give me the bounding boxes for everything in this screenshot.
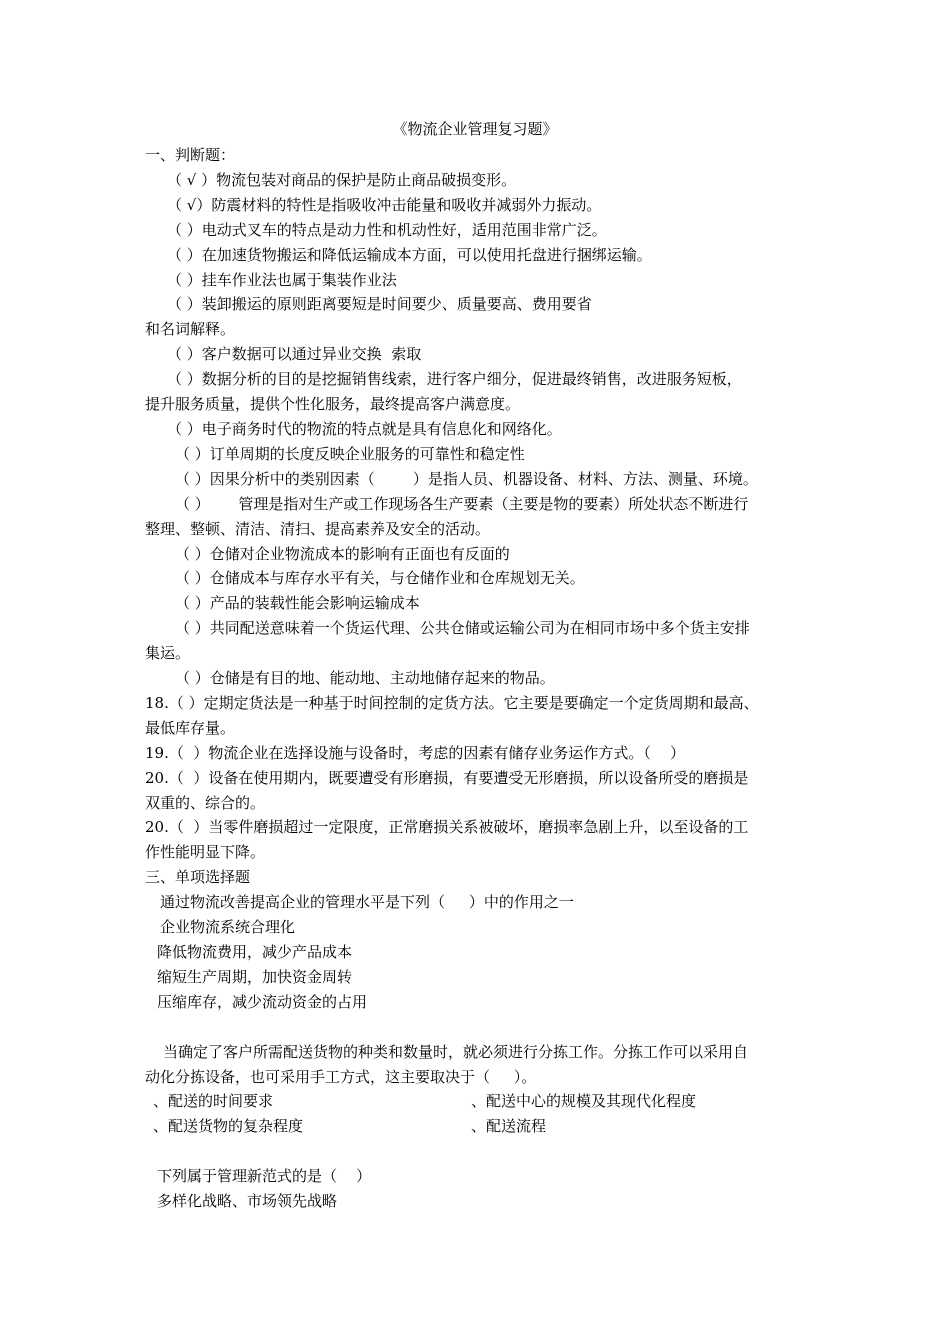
tf-item-15: （ ）产品的装载性能会影响运输成本 [175,594,420,613]
question-2-stem-cont: 动化分拣设备，也可采用手工方式，这主要取决于（ ）。 [145,1067,537,1086]
tf-item-7: （ ）客户数据可以通过异业交换 索取 [167,345,422,364]
tf-item-12: （ ） 管理是指对生产或工作现场各生产要素（主要是物的要素）所处状态不断进行 [175,494,749,513]
question-2-options-row [145,1089,811,1114]
numbered-item-18-cont: 最低库存量。 [145,718,236,737]
question-2-options-row [145,1114,811,1139]
numbered-item-20a-cont: 双重的、综合的。 [145,793,266,812]
document-body [145,143,811,1214]
numbered-item-18: 18.（ ）定期定货法是一种基于时间控制的定货方法。它主要是要确定一个定货周期和最高、 [145,693,759,712]
tf-item-6: （ ）装卸搬运的原则距离要短是时间要少、质量要高、费用要省 [167,295,592,314]
tf-item-14: （ ）仓储成本与库存水平有关，与仓储作业和仓库规划无关。 [175,569,585,588]
question-2-stem: 当确定了客户所需配送货物的种类和数量时，就必须进行分拣工作。分拣工作可以采用自 [163,1042,749,1061]
section-heading-single-choice: 三、单项选择题 [145,868,251,887]
question-3-stem: 下列属于管理新范式的是（ ） [157,1167,372,1186]
question-1-option: 压缩库存，减少流动资金的占用 [157,992,368,1011]
numbered-item-19: 19.（ ）物流企业在选择设施与设备时，考虑的因素有储存业务运作方式。（ ） [145,743,685,762]
tf-item-2: （ √）防震材料的特性是指吸收冲击能量和吸收并减弱外力振动。 [167,195,602,214]
tf-item-12-cont: 整理、整顿、清洁、清扫、提高素养及安全的活动。 [145,519,491,538]
tf-item-10: （ ）订单周期的长度反映企业服务的可靠性和稳定性 [175,444,525,463]
tf-item-3: （ ）电动式叉车的特点是动力性和机动性好，适用范围非常广泛。 [167,220,607,239]
tf-item-4: （ ）在加速货物搬运和降低运输成本方面，可以使用托盘进行捆绑运输。 [167,245,652,264]
tf-item-11: （ ）因果分析中的类别因素（ ）是指人员、机器设备、材料、方法、测量、环境。 [175,469,758,488]
numbered-item-20b: 20.（ ）当零件磨损超过一定限度，正常磨损关系被破坏，磨损率急剧上升，以至设备的工 [145,818,749,837]
note-line: 和名词解释。 [145,320,236,339]
question-1-option: 缩短生产周期，加快资金周转 [157,967,353,986]
question-3-option: 多样化战略、市场领先战略 [157,1192,338,1211]
tf-item-16-cont: 集运。 [145,644,191,663]
question-2-option: 、配送货物的复杂程度 [153,1117,304,1136]
spacer [145,1015,811,1040]
question-2-option: 、配送的时间要求 [153,1092,274,1111]
question-1-stem: 通过物流改善提高企业的管理水平是下列（ ）中的作用之一 [160,893,574,912]
question-1-option: 企业物流系统合理化 [160,918,296,937]
tf-item-9: （ ）电子商务时代的物流的特点就是具有信息化和网络化。 [167,419,562,438]
tf-item-5: （ ）挂车作业法也属于集装作业法 [167,270,397,289]
numbered-item-20a: 20.（ ）设备在使用期内，既要遭受有形磨损，有要遭受无形磨损，所以设备所受的磨损是 [145,768,749,787]
document-title: 《物流企业管理复习题》 [392,120,558,138]
tf-item-8-cont: 提升服务质量，提供个性化服务，最终提高客户满意度。 [145,395,521,414]
tf-item-13: （ ）仓储对企业物流成本的影响有正面也有反面的 [175,544,510,563]
spacer [145,1139,811,1164]
numbered-item-20b-cont: 作性能明显下降。 [145,843,266,862]
tf-item-8: （ ）数据分析的目的是挖掘销售线索，进行客户细分，促进最终销售，改进服务短板， [167,370,742,389]
section-heading-true-false: 一、判断题： [145,146,236,164]
tf-item-17: （ ）仓储是有目的地、能动地、主动地储存起来的物品。 [175,669,555,688]
tf-item-16: （ ）共同配送意味着一个货运代理、公共仓储或运输公司为在相同市场中多个货主安排 [175,619,750,638]
question-2-option: 、配送中心的规模及其现代化程度 [471,1092,697,1111]
tf-item-1: （ √ ）物流包装对商品的保护是防止商品破损变形。 [167,170,517,189]
question-2-option: 、配送流程 [471,1117,547,1136]
question-1-option: 降低物流费用，减少产品成本 [157,943,353,961]
